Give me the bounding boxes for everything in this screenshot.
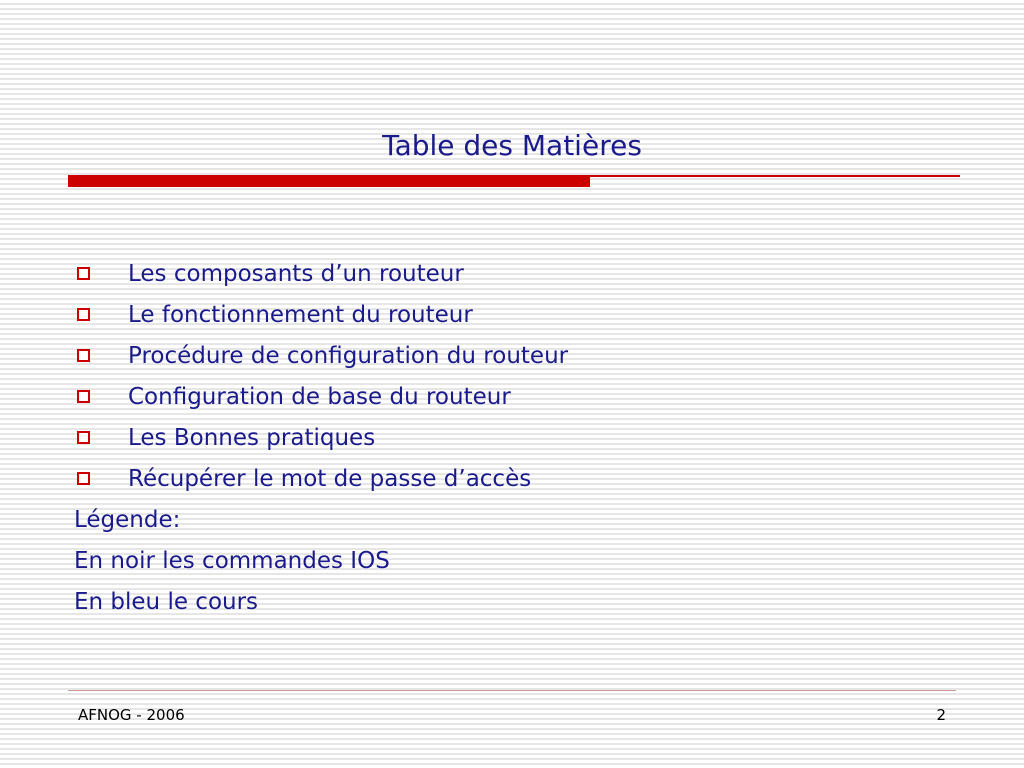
content-list — [74, 253, 974, 622]
list-item — [74, 458, 974, 499]
legend-line: En noir les commandes IOS — [74, 547, 390, 574]
list-item-label: Les composants d’un routeur — [128, 260, 464, 287]
list-item-label: Configuration de base du routeur — [128, 383, 511, 410]
page-number: 2 — [936, 706, 946, 724]
list-item — [74, 417, 974, 458]
title-underline-thick — [68, 175, 590, 187]
list-item — [74, 335, 974, 376]
list-item-label: Les Bonnes pratiques — [128, 424, 376, 451]
slide-title: Table des Matières — [382, 129, 642, 162]
legend-line: En bleu le cours — [74, 588, 259, 615]
square-bullet-icon — [77, 431, 90, 444]
square-bullet-icon — [77, 472, 90, 485]
list-item-label: Le fonctionnement du routeur — [128, 301, 473, 328]
footer-text: AFNOG - 2006 — [78, 706, 185, 724]
footer-divider — [68, 690, 956, 691]
square-bullet-icon — [77, 390, 90, 403]
list-item — [74, 376, 974, 417]
list-item-label: Récupérer le mot de passe d’accès — [128, 465, 532, 492]
legend-heading: Légende: — [74, 506, 181, 533]
square-bullet-icon — [77, 349, 90, 362]
square-bullet-icon — [77, 308, 90, 321]
title-underline-thin — [590, 175, 960, 177]
list-item-label: Procédure de configuration du routeur — [128, 342, 569, 369]
list-item — [74, 253, 974, 294]
list-item — [74, 294, 974, 335]
square-bullet-icon — [77, 267, 90, 280]
